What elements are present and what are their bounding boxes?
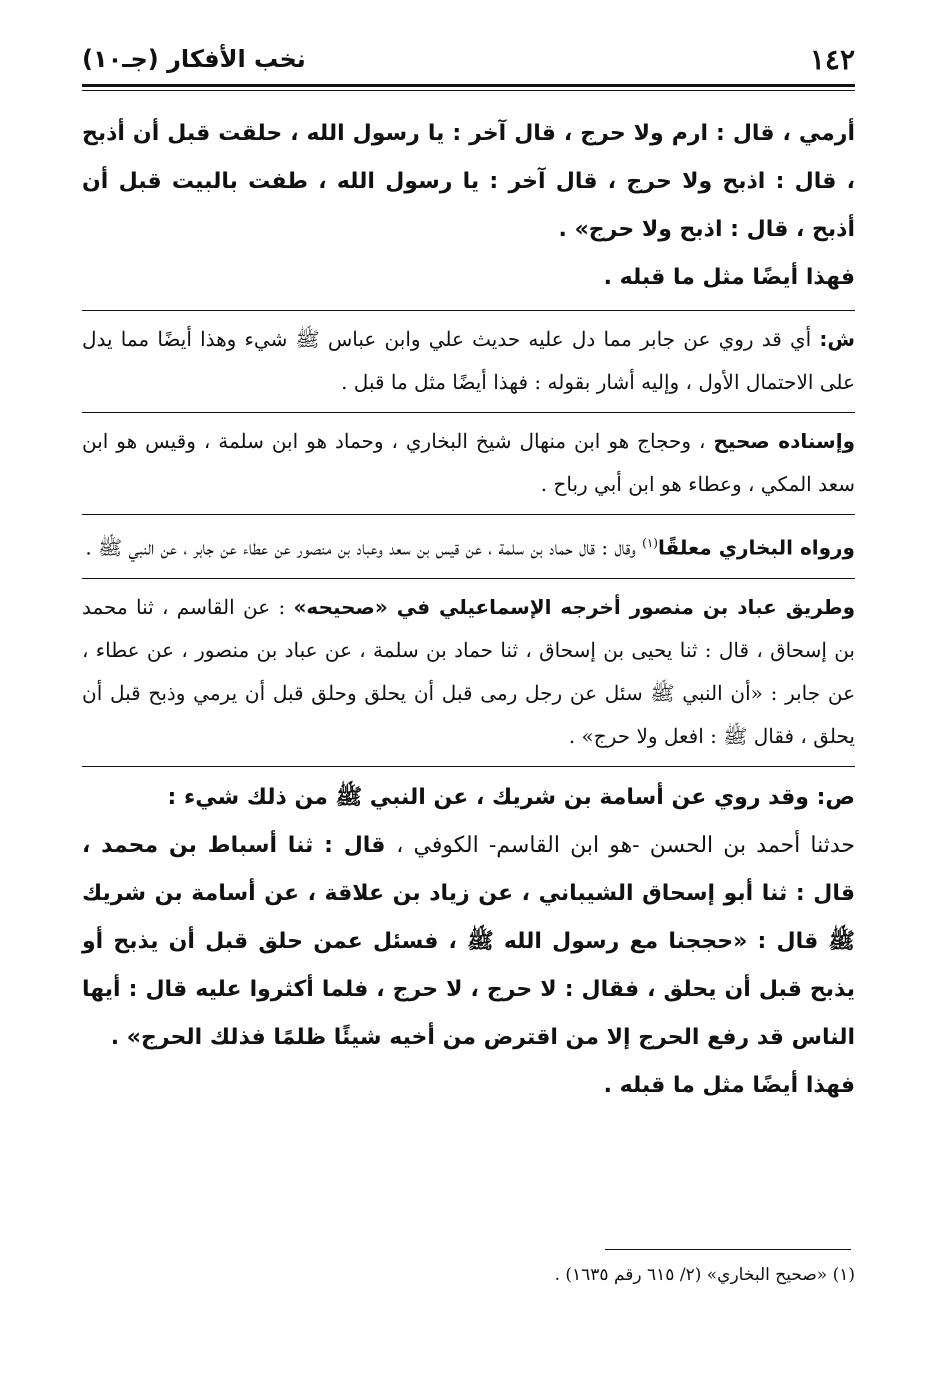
isnad-intro: حدثنا أحمد بن الحسن -هو ابن القاسم- الكوفي ، bbox=[396, 832, 855, 858]
header-rule bbox=[82, 84, 855, 87]
sharh-label: ش: bbox=[819, 327, 855, 351]
page-body bbox=[82, 110, 855, 1110]
page-number: ١٤٢ bbox=[809, 42, 855, 76]
book-title: نخب الأفكار (جـ١٠) bbox=[82, 45, 306, 73]
page-header bbox=[82, 36, 855, 82]
section-divider bbox=[82, 412, 855, 413]
sharh-paragraph bbox=[82, 420, 855, 506]
sharh-bold-lead: وطريق عباد بن منصور أخرجه الإسماعيلي في «صحيحه» bbox=[293, 594, 855, 619]
section-divider bbox=[82, 310, 855, 311]
matn-paragraph: فهذا أيضًا مثل ما قبله . bbox=[603, 1072, 855, 1098]
section-divider bbox=[82, 514, 855, 515]
sharh-bold-lead: ورواه البخاري معلقًا bbox=[657, 535, 855, 560]
sharh-paragraph bbox=[82, 318, 855, 404]
footnote: (١) «صحيح البخاري» (٢/ ٦١٥ رقم ١٦٣٥) . bbox=[554, 1265, 855, 1285]
footnote-rule bbox=[605, 1249, 851, 1250]
section-divider bbox=[82, 766, 855, 767]
matn-paragraph bbox=[82, 774, 855, 822]
sharh-paragraph bbox=[82, 586, 855, 758]
sharh-text: : عن القاسم ، ثنا محمد بن إسحاق ، قال : ثنا يحيى بن إسحاق ، ثنا حماد بن سلمة ، عن عباد بن منصور ، عن عطاء ، عن جابر : «أن النبي ﷺ سئل عن رجل رمى قبل أن يحلق وحلق قبل أن يرمي وذبح قبل أن يحلق ، فقال ﷺ : افعل ولا حرج» . bbox=[82, 594, 855, 748]
sharh-text: أي قد روي عن جابر مما دل عليه حديث علي وابن عباس ﷺ شيء وهذا أيضًا مما يدل على الاحتمال الأول ، وإليه أشار بقوله : فهذا أيضًا مثل ما قبل . bbox=[82, 327, 855, 394]
matn-paragraph: فهذا أيضًا مثل ما قبله . bbox=[603, 265, 855, 290]
matn-label: ص: bbox=[816, 784, 855, 810]
sharh-paragraph bbox=[82, 522, 855, 570]
section-divider bbox=[82, 578, 855, 579]
sharh-text: ، وحجاج هو ابن منهال شيخ البخاري ، وحماد هو ابن سلمة ، وقيس هو ابن سعد المكي ، وعطاء هو ابن أبي رباح . bbox=[82, 429, 855, 496]
header-rule-thin bbox=[82, 90, 855, 91]
footnote-ref: (١) bbox=[642, 536, 658, 550]
matn-paragraph bbox=[82, 822, 855, 1062]
matn-text: قال : ثنا أسباط بن محمد ، قال : ثنا أبو إسحاق الشيباني ، عن زياد بن علاقة ، عن أسامة بن شريك ﷺ قال : «حججنا مع رسول الله ﷺ ، فسئل عمن حلق قبل أن يذبح أو يذبح قبل أن يحلق ، فقال : لا حرج ، لا حرج ، فلما أكثروا عليه قال : أيها الناس قد رفع الحرج إلا من اقترض من أخيه شيئًا ظلمًا فذلك الحرج» . bbox=[82, 832, 855, 1050]
sharh-text: وقال : قال حماد بن سلمة ، عن قيس بن سعد وعباد بن منصور عن عطاء عن جابر ، عن النبي ﷺ . bbox=[85, 535, 643, 560]
matn-paragraph: أرمي ، قال : ارم ولا حرج ، قال آخر : يا رسول الله ، حلقت قبل أن أذبح ، قال : اذبح ولا حرج ، قال آخر : يا رسول الله ، طفت بالبيت قبل أن أذبح ، قال : اذبح ولا حرج» . bbox=[82, 121, 855, 242]
matn-text: وقد روي عن أسامة بن شريك ، عن النبي ﷺ من ذلك شيء : bbox=[167, 784, 817, 810]
sharh-bold-lead: وإسناده صحيح bbox=[713, 429, 856, 453]
